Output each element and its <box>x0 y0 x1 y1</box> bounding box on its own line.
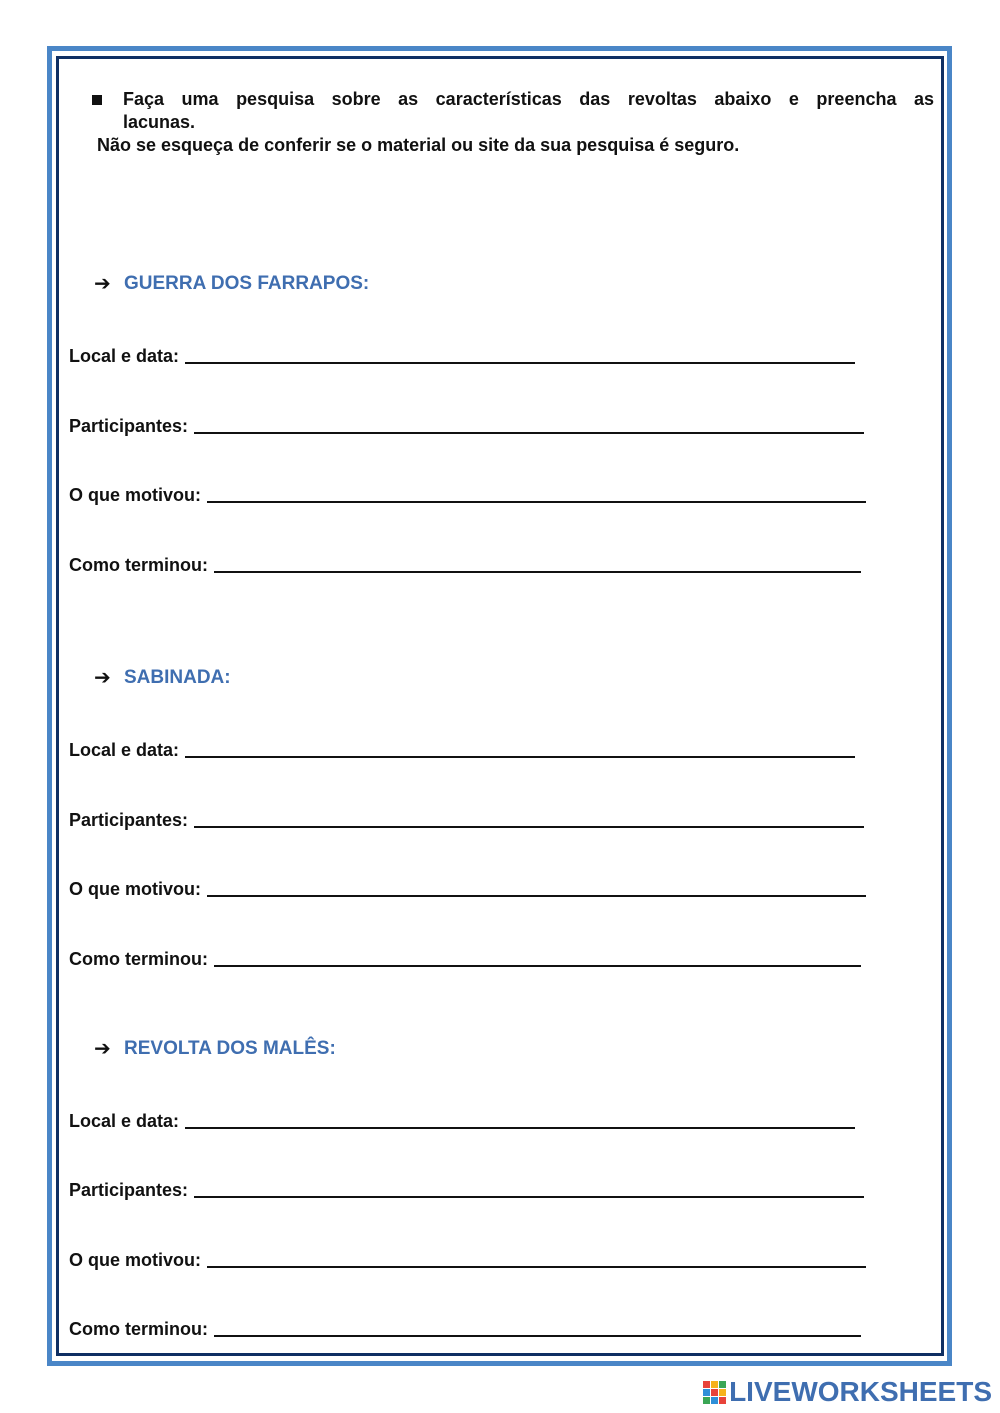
field-como-terminou[interactable]: Como terminou: <box>69 550 882 576</box>
answer-line[interactable] <box>194 414 864 434</box>
answer-line[interactable] <box>185 344 855 364</box>
answer-line[interactable] <box>185 1109 855 1129</box>
answer-line[interactable] <box>214 947 861 967</box>
brand-worksheets: WORKSHEETS <box>791 1376 992 1407</box>
arrow-right-icon: ➔ <box>94 1038 111 1060</box>
field-local-e-data[interactable]: Local e data: <box>69 341 882 367</box>
arrow-right-icon: ➔ <box>94 667 111 689</box>
liveworksheets-logo[interactable] <box>703 1377 992 1407</box>
answer-line[interactable] <box>207 877 866 897</box>
section-title-sabinada: ➔ SABINADA: <box>94 666 231 689</box>
field-participantes[interactable]: Participantes: <box>69 1175 882 1201</box>
instruction-line-3: Não se esqueça de conferir se o material ou site da sua pesquisa é seguro. <box>97 135 740 155</box>
field-participantes[interactable]: Participantes: <box>69 411 882 437</box>
instruction-line-1: Faça uma pesquisa sobre as características das revoltas abaixo e preencha as <box>92 88 934 111</box>
square-bullet-icon <box>92 95 102 105</box>
answer-line[interactable] <box>207 1248 866 1268</box>
field-como-terminou[interactable]: Como terminou: <box>69 1314 882 1340</box>
field-local-e-data[interactable]: Local e data: <box>69 1106 882 1132</box>
instructions <box>92 88 934 157</box>
brand-live: LIVE <box>729 1376 792 1407</box>
liveworksheets-mark-icon <box>703 1381 726 1404</box>
field-participantes[interactable]: Participantes: <box>69 805 882 831</box>
instruction-line-2: lacunas. <box>123 112 196 132</box>
field-o-que-motivou[interactable]: O que motivou: <box>69 480 882 506</box>
answer-line[interactable] <box>214 1317 861 1337</box>
answer-line[interactable] <box>194 1178 864 1198</box>
page-frame-inner <box>56 56 944 1356</box>
arrow-right-icon: ➔ <box>94 273 111 295</box>
answer-line[interactable] <box>185 738 855 758</box>
field-local-e-data[interactable]: Local e data: <box>69 735 882 761</box>
answer-line[interactable] <box>194 808 864 828</box>
section-title-guerra-dos-farrapos: ➔ GUERRA DOS FARRAPOS: <box>94 272 370 295</box>
field-o-que-motivou[interactable]: O que motivou: <box>69 874 882 900</box>
answer-line[interactable] <box>214 553 861 573</box>
field-o-que-motivou[interactable]: O que motivou: <box>69 1245 882 1271</box>
field-como-terminou[interactable]: Como terminou: <box>69 944 882 970</box>
section-title-revolta-dos-males: ➔ REVOLTA DOS MALÊS: <box>94 1037 336 1060</box>
answer-line[interactable] <box>207 483 866 503</box>
